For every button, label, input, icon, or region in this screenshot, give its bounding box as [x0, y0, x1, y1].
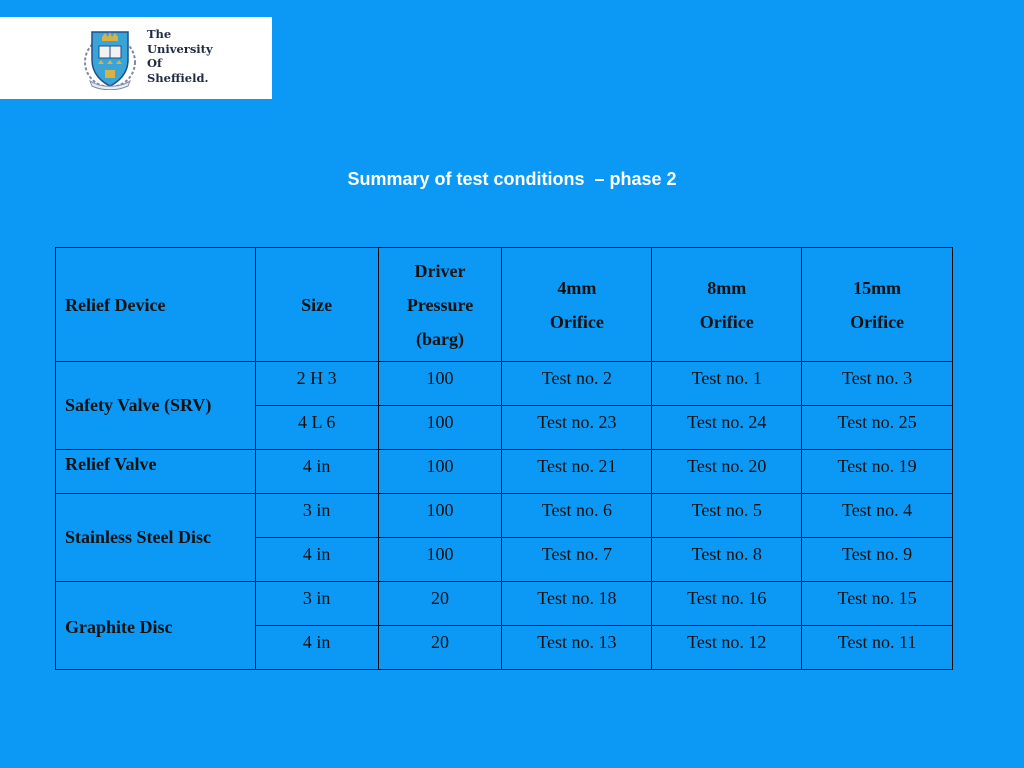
- header-line: Orifice: [549, 311, 604, 332]
- header-line: 8mm: [707, 277, 747, 298]
- table-header-row: [56, 248, 953, 362]
- header-line: (barg): [416, 328, 465, 349]
- orifice-8mm-cell: Test no. 5: [652, 494, 802, 538]
- orifice-4mm-cell: Test no. 23: [502, 406, 652, 450]
- university-name-line: Sheffield.: [147, 70, 209, 85]
- header-size: Size: [255, 248, 378, 362]
- header-driver-pressure: [378, 248, 502, 362]
- header-relief-device: Relief Device: [56, 248, 256, 362]
- orifice-15mm-cell: Test no. 11: [802, 626, 953, 670]
- table-row: [56, 362, 953, 406]
- university-crest-icon: [78, 26, 142, 90]
- orifice-8mm-cell: Test no. 8: [652, 538, 802, 582]
- header-line: Driver: [414, 260, 466, 281]
- header-15mm-orifice: [802, 248, 953, 362]
- pressure-cell: 100: [378, 450, 502, 494]
- orifice-8mm-cell: Test no. 20: [652, 450, 802, 494]
- header-line: 4mm: [557, 277, 597, 298]
- size-cell: 4 L 6: [255, 406, 378, 450]
- size-cell: 4 in: [255, 626, 378, 670]
- university-name-line: Of: [147, 56, 162, 70]
- header-line: 15mm: [853, 277, 902, 298]
- orifice-4mm-cell: Test no. 18: [502, 582, 652, 626]
- orifice-4mm-cell: Test no. 7: [502, 538, 652, 582]
- university-logo: [0, 17, 272, 99]
- header-line: Pressure: [406, 294, 474, 315]
- table-row: [56, 494, 953, 538]
- device-cell: Relief Valve: [56, 450, 256, 494]
- orifice-15mm-cell: Test no. 9: [802, 538, 953, 582]
- orifice-15mm-cell: Test no. 4: [802, 494, 953, 538]
- orifice-8mm-cell: Test no. 12: [652, 626, 802, 670]
- orifice-8mm-cell: Test no. 16: [652, 582, 802, 626]
- size-cell: 4 in: [255, 450, 378, 494]
- orifice-15mm-cell: Test no. 25: [802, 406, 953, 450]
- slide-title: Summary of test conditions – phase 2: [347, 169, 677, 189]
- device-cell: Safety Valve (SRV): [56, 362, 256, 450]
- pressure-cell: 20: [378, 626, 502, 670]
- size-cell: 3 in: [255, 494, 378, 538]
- header-4mm-orifice: [502, 248, 652, 362]
- table-row: [56, 450, 953, 494]
- pressure-cell: 20: [378, 582, 502, 626]
- orifice-4mm-cell: Test no. 21: [502, 450, 652, 494]
- header-line: Orifice: [850, 311, 905, 332]
- orifice-4mm-cell: Test no. 2: [502, 362, 652, 406]
- orifice-4mm-cell: Test no. 6: [502, 494, 652, 538]
- orifice-15mm-cell: Test no. 3: [802, 362, 953, 406]
- orifice-8mm-cell: Test no. 24: [652, 406, 802, 450]
- device-cell: Stainless Steel Disc: [56, 494, 256, 582]
- size-cell: 3 in: [255, 582, 378, 626]
- university-name-line: The: [147, 27, 172, 41]
- orifice-15mm-cell: Test no. 15: [802, 582, 953, 626]
- header-8mm-orifice: [652, 248, 802, 362]
- pressure-cell: 100: [378, 538, 502, 582]
- pressure-cell: 100: [378, 406, 502, 450]
- orifice-8mm-cell: Test no. 1: [652, 362, 802, 406]
- university-name-line: University: [147, 41, 213, 56]
- test-conditions-table: [55, 247, 953, 670]
- size-cell: 2 H 3: [255, 362, 378, 406]
- size-cell: 4 in: [255, 538, 378, 582]
- table-row: [56, 582, 953, 626]
- device-cell: Graphite Disc: [56, 582, 256, 670]
- orifice-15mm-cell: Test no. 19: [802, 450, 953, 494]
- pressure-cell: 100: [378, 494, 502, 538]
- university-name: [147, 27, 213, 85]
- header-line: Orifice: [699, 311, 754, 332]
- pressure-cell: 100: [378, 362, 502, 406]
- orifice-4mm-cell: Test no. 13: [502, 626, 652, 670]
